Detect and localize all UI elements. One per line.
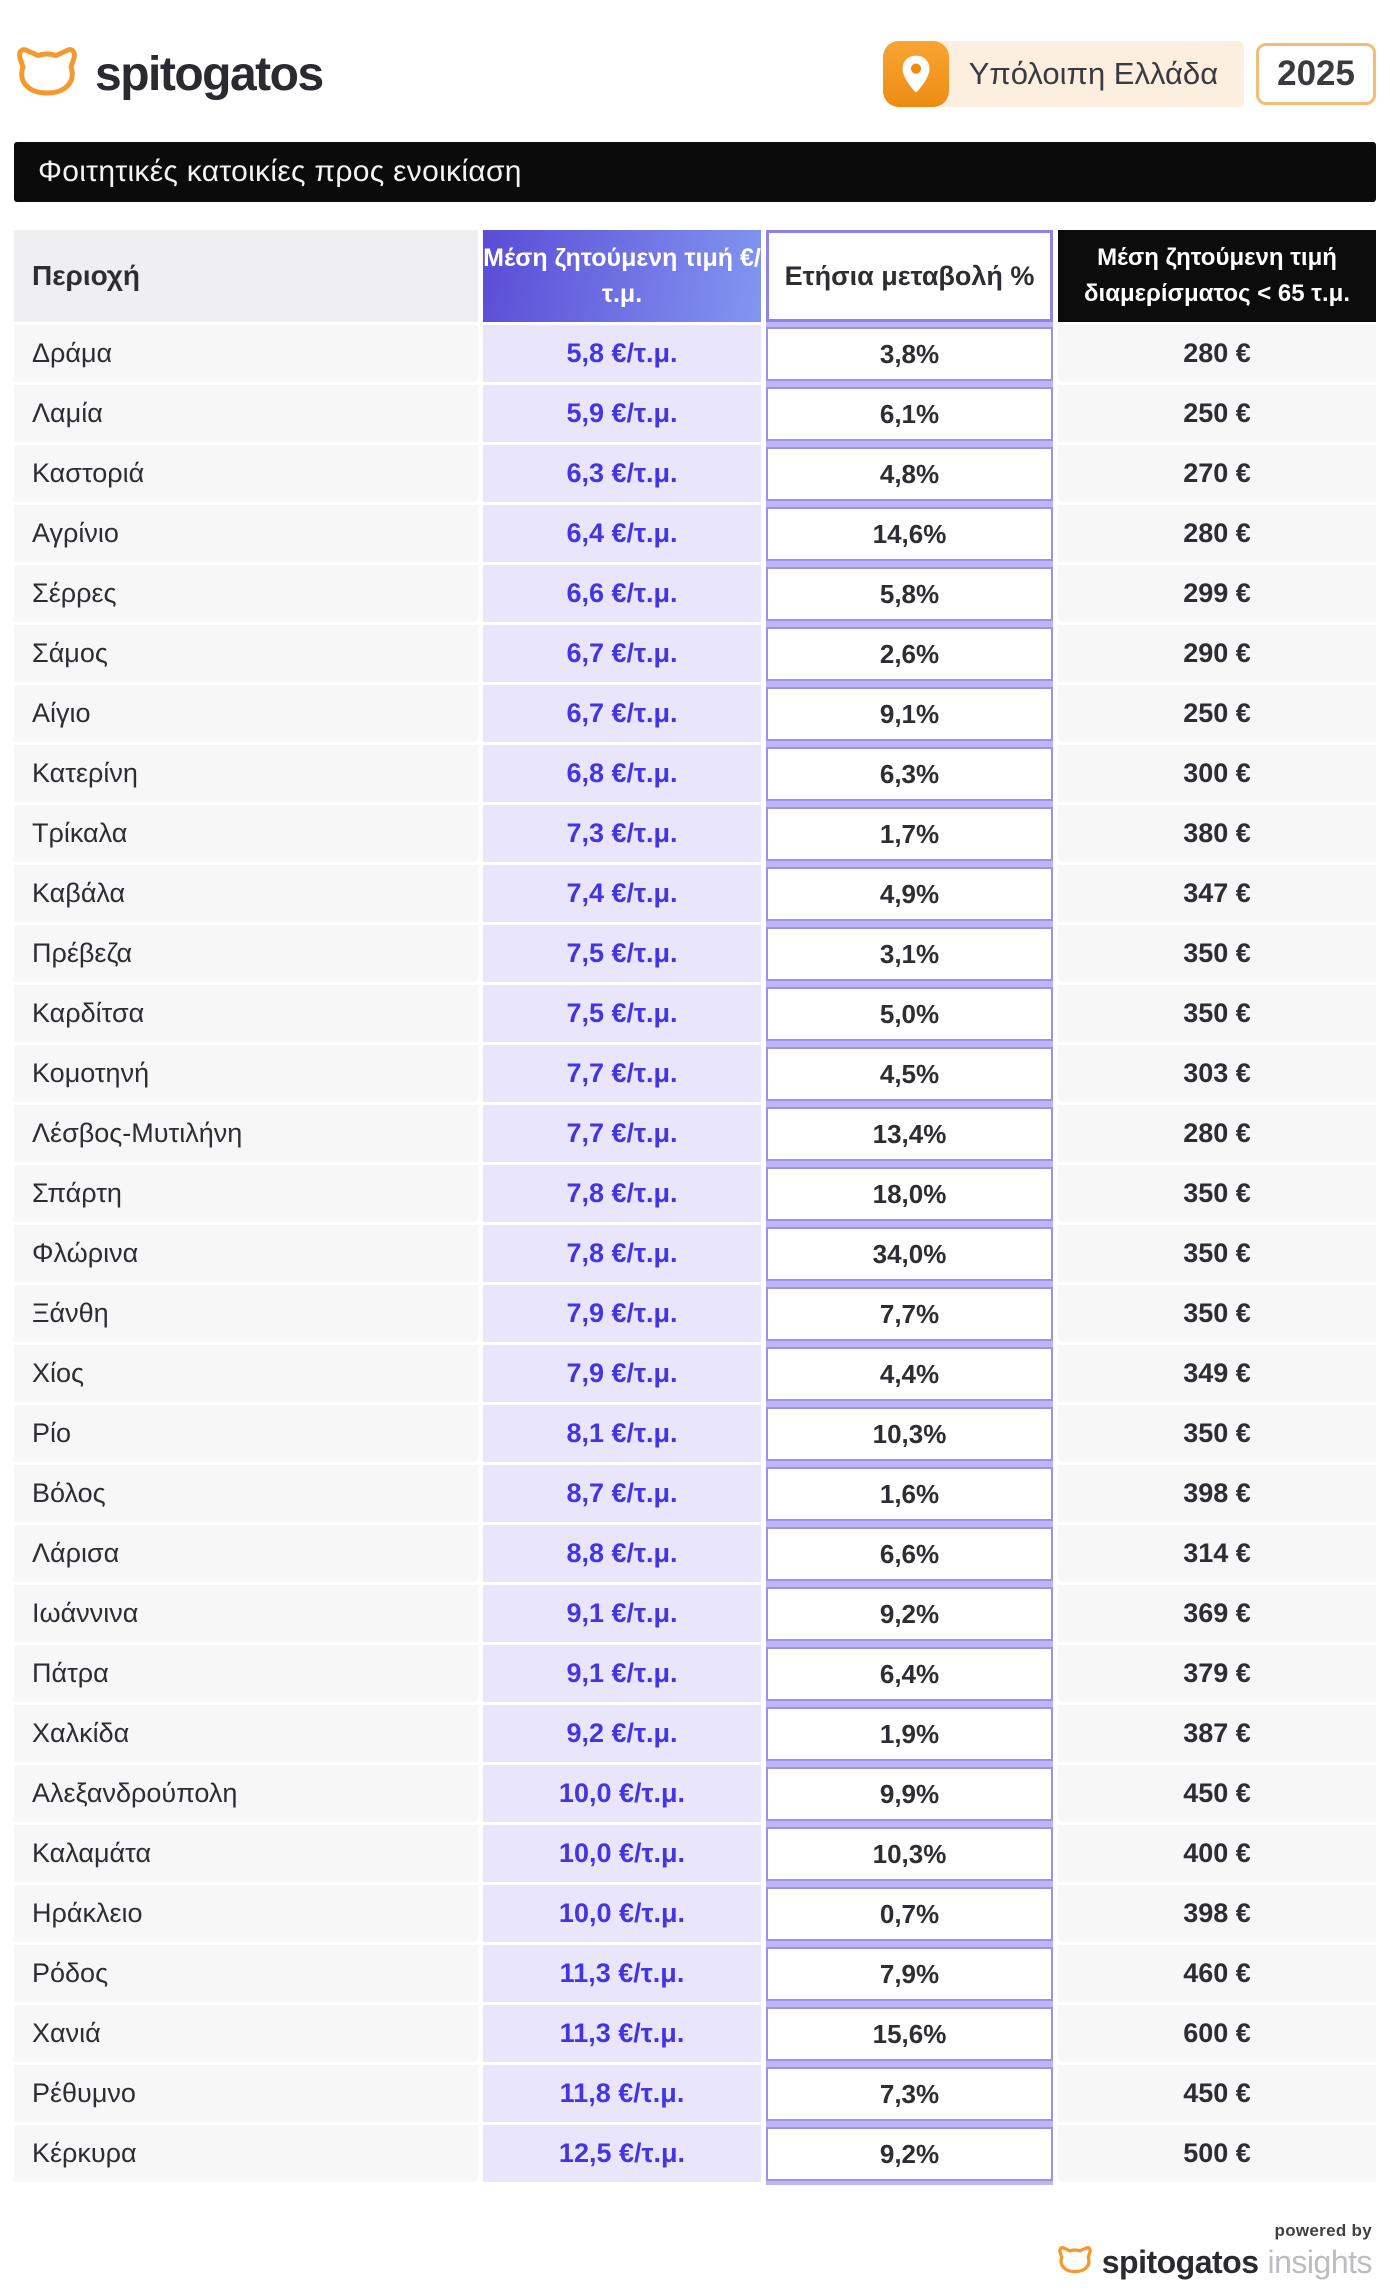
price-per-sqm-cell: 7,4 €/τ.μ.: [483, 865, 761, 925]
annual-change-cell: [766, 1765, 1053, 1825]
price-per-sqm-cell: 5,8 €/τ.μ.: [483, 325, 761, 385]
annual-change-value: 5,0%: [766, 987, 1053, 1041]
annual-change-cell: [766, 745, 1053, 805]
apartment-price-cell: 379 €: [1058, 1645, 1376, 1705]
price-per-sqm-cell: 7,9 €/τ.μ.: [483, 1285, 761, 1345]
annual-change-cell: [766, 505, 1053, 565]
annual-change-cell: [766, 1525, 1053, 1585]
annual-change-cell: [766, 1645, 1053, 1705]
apartment-price-cell: 314 €: [1058, 1525, 1376, 1585]
footer: [1057, 2221, 1372, 2281]
year-badge: 2025: [1256, 43, 1376, 105]
apartment-price-cell: 299 €: [1058, 565, 1376, 625]
annual-change-cell: [766, 805, 1053, 865]
annual-change-cell: [766, 1885, 1053, 1945]
annual-change-value: 6,6%: [766, 1527, 1053, 1581]
annual-change-cell: [766, 1045, 1053, 1105]
annual-change-value: 7,9%: [766, 1947, 1053, 2001]
annual-change-value: 14,6%: [766, 507, 1053, 561]
annual-change-cell: [766, 1225, 1053, 1285]
annual-change-cell: [766, 1285, 1053, 1345]
annual-change-value: 4,9%: [766, 867, 1053, 921]
apartment-price-cell: 398 €: [1058, 1885, 1376, 1945]
column-header-area: Περιοχή: [14, 230, 478, 325]
price-per-sqm-cell: 6,4 €/τ.μ.: [483, 505, 761, 565]
price-per-sqm-cell: 8,8 €/τ.μ.: [483, 1525, 761, 1585]
top-bar: [14, 38, 1376, 110]
annual-change-value: 5,8%: [766, 567, 1053, 621]
price-per-sqm-cell: 9,2 €/τ.μ.: [483, 1705, 761, 1765]
location-group: [883, 41, 1376, 107]
apartment-price-cell: 270 €: [1058, 445, 1376, 505]
apartment-price-cell: 350 €: [1058, 985, 1376, 1045]
column-header-change: Ετήσια μεταβολή %: [766, 230, 1053, 325]
price-per-sqm-cell: 7,9 €/τ.μ.: [483, 1345, 761, 1405]
area-cell: Πάτρα: [14, 1645, 478, 1705]
price-per-sqm-cell: 9,1 €/τ.μ.: [483, 1585, 761, 1645]
annual-change-value: 7,7%: [766, 1287, 1053, 1341]
annual-change-cell: [766, 565, 1053, 625]
price-per-sqm-cell: 10,0 €/τ.μ.: [483, 1765, 761, 1825]
price-per-sqm-cell: 5,9 €/τ.μ.: [483, 385, 761, 445]
annual-change-cell: [766, 1945, 1053, 2005]
annual-change-value: 3,1%: [766, 927, 1053, 981]
apartment-price-cell: 347 €: [1058, 865, 1376, 925]
annual-change-value: 0,7%: [766, 1887, 1053, 1941]
price-per-sqm-cell: 11,8 €/τ.μ.: [483, 2065, 761, 2125]
area-cell: Σέρρες: [14, 565, 478, 625]
annual-change-value: 15,6%: [766, 2007, 1053, 2061]
annual-change-cell: [766, 1825, 1053, 1885]
apartment-price-cell: 303 €: [1058, 1045, 1376, 1105]
annual-change-value: 4,5%: [766, 1047, 1053, 1101]
annual-change-value: 4,8%: [766, 447, 1053, 501]
spitogatos-logo: [14, 43, 323, 106]
price-per-sqm-cell: 11,3 €/τ.μ.: [483, 2005, 761, 2065]
annual-change-value: 10,3%: [766, 1827, 1053, 1881]
annual-change-value: 7,3%: [766, 2067, 1053, 2121]
area-cell: Ρίο: [14, 1405, 478, 1465]
table: [14, 230, 1376, 2185]
annual-change-cell: [766, 325, 1053, 385]
apartment-price-cell: 350 €: [1058, 1405, 1376, 1465]
area-cell: Σπάρτη: [14, 1165, 478, 1225]
area-cell: Τρίκαλα: [14, 805, 478, 865]
apartment-price-cell: 450 €: [1058, 2065, 1376, 2125]
apartment-price-cell: 250 €: [1058, 685, 1376, 745]
page-title: Φοιτητικές κατοικίες προς ενοικίαση: [38, 155, 522, 188]
area-cell: Αλεξανδρούπολη: [14, 1765, 478, 1825]
title-banner: [14, 142, 1376, 202]
annual-change-value: 10,3%: [766, 1407, 1053, 1461]
annual-change-cell: [766, 1105, 1053, 1165]
area-cell: Καστοριά: [14, 445, 478, 505]
price-per-sqm-cell: 6,8 €/τ.μ.: [483, 745, 761, 805]
annual-change-value: 9,2%: [766, 1587, 1053, 1641]
price-per-sqm-cell: 6,7 €/τ.μ.: [483, 685, 761, 745]
footer-cat-icon: [1057, 2244, 1093, 2281]
annual-change-cell: [766, 1405, 1053, 1465]
price-per-sqm-cell: 7,5 €/τ.μ.: [483, 985, 761, 1045]
apartment-price-cell: 350 €: [1058, 925, 1376, 985]
price-per-sqm-cell: 6,3 €/τ.μ.: [483, 445, 761, 505]
price-per-sqm-cell: 8,7 €/τ.μ.: [483, 1465, 761, 1525]
apartment-price-cell: 250 €: [1058, 385, 1376, 445]
annual-change-cell: [766, 1585, 1053, 1645]
apartment-price-cell: 300 €: [1058, 745, 1376, 805]
annual-change-value: 9,2%: [766, 2127, 1053, 2181]
annual-change-value: 34,0%: [766, 1227, 1053, 1281]
area-cell: Δράμα: [14, 325, 478, 385]
footer-brand-name: spitogatos: [1101, 2244, 1259, 2280]
annual-change-value: 9,9%: [766, 1767, 1053, 1821]
area-cell: Ρέθυμνο: [14, 2065, 478, 2125]
area-cell: Αίγιο: [14, 685, 478, 745]
annual-change-value: 1,9%: [766, 1707, 1053, 1761]
area-cell: Χίος: [14, 1345, 478, 1405]
apartment-price-cell: 380 €: [1058, 805, 1376, 865]
annual-change-value: 13,4%: [766, 1107, 1053, 1161]
area-cell: Ιωάννινα: [14, 1585, 478, 1645]
apartment-price-cell: 500 €: [1058, 2125, 1376, 2185]
brand-name: spitogatos: [95, 47, 323, 101]
apartment-price-cell: 369 €: [1058, 1585, 1376, 1645]
apartment-price-cell: 280 €: [1058, 325, 1376, 385]
annual-change-cell: [766, 925, 1053, 985]
area-cell: Βόλος: [14, 1465, 478, 1525]
annual-change-value: 1,6%: [766, 1467, 1053, 1521]
price-per-sqm-cell: 7,3 €/τ.μ.: [483, 805, 761, 865]
column-header-apartment: Μέση ζητούμενη τιμή διαμερίσματος < 65 τ.μ.: [1058, 230, 1376, 325]
area-cell: Πρέβεζα: [14, 925, 478, 985]
price-per-sqm-cell: 8,1 €/τ.μ.: [483, 1405, 761, 1465]
annual-change-cell: [766, 385, 1053, 445]
cat-icon: [14, 43, 80, 106]
price-per-sqm-cell: 7,8 €/τ.μ.: [483, 1225, 761, 1285]
apartment-price-cell: 398 €: [1058, 1465, 1376, 1525]
apartment-price-cell: 400 €: [1058, 1825, 1376, 1885]
annual-change-cell: [766, 625, 1053, 685]
apartment-price-cell: 290 €: [1058, 625, 1376, 685]
apartment-price-cell: 349 €: [1058, 1345, 1376, 1405]
annual-change-cell: [766, 2005, 1053, 2065]
apartment-price-cell: 460 €: [1058, 1945, 1376, 2005]
apartment-price-cell: 450 €: [1058, 1765, 1376, 1825]
price-per-sqm-cell: 7,7 €/τ.μ.: [483, 1045, 761, 1105]
area-cell: Καλαμάτα: [14, 1825, 478, 1885]
annual-change-value: 1,7%: [766, 807, 1053, 861]
apartment-price-cell: 600 €: [1058, 2005, 1376, 2065]
area-cell: Κομοτηνή: [14, 1045, 478, 1105]
price-per-sqm-cell: 6,7 €/τ.μ.: [483, 625, 761, 685]
annual-change-cell: [766, 985, 1053, 1045]
footer-logo: [1057, 2244, 1372, 2281]
annual-change-cell: [766, 1465, 1053, 1525]
apartment-price-cell: 280 €: [1058, 505, 1376, 565]
annual-change-value: 18,0%: [766, 1167, 1053, 1221]
annual-change-cell: [766, 2065, 1053, 2125]
area-cell: Λαμία: [14, 385, 478, 445]
powered-by-label: powered by: [1274, 2221, 1372, 2240]
footer-brand-suffix: insights: [1267, 2244, 1372, 2280]
annual-change-cell: [766, 1705, 1053, 1765]
annual-change-value: 9,1%: [766, 687, 1053, 741]
price-per-sqm-cell: 6,6 €/τ.μ.: [483, 565, 761, 625]
area-cell: Χαλκίδα: [14, 1705, 478, 1765]
location-label: Υπόλοιπη Ελλάδα: [968, 56, 1219, 91]
area-cell: Λέσβος-Μυτιλήνη: [14, 1105, 478, 1165]
area-cell: Κατερίνη: [14, 745, 478, 805]
annual-change-cell: [766, 685, 1053, 745]
location-pin-icon: [883, 41, 949, 107]
area-cell: Φλώρινα: [14, 1225, 478, 1285]
column-header-price: Μέση ζητούμενη τιμή €/τ.μ.: [483, 230, 761, 325]
price-per-sqm-cell: 9,1 €/τ.μ.: [483, 1645, 761, 1705]
annual-change-value: 6,3%: [766, 747, 1053, 801]
price-per-sqm-cell: 7,7 €/τ.μ.: [483, 1105, 761, 1165]
annual-change-cell: [766, 445, 1053, 505]
annual-change-value: 2,6%: [766, 627, 1053, 681]
area-cell: Καρδίτσα: [14, 985, 478, 1045]
annual-change-cell: [766, 865, 1053, 925]
area-cell: Χανιά: [14, 2005, 478, 2065]
price-per-sqm-cell: 10,0 €/τ.μ.: [483, 1825, 761, 1885]
area-cell: Ρόδος: [14, 1945, 478, 2005]
price-per-sqm-cell: 7,8 €/τ.μ.: [483, 1165, 761, 1225]
area-cell: Σάμος: [14, 625, 478, 685]
apartment-price-cell: 387 €: [1058, 1705, 1376, 1765]
area-cell: Κέρκυρα: [14, 2125, 478, 2185]
annual-change-value: 4,4%: [766, 1347, 1053, 1401]
location-chip: [883, 41, 1244, 107]
apartment-price-cell: 350 €: [1058, 1225, 1376, 1285]
area-cell: Λάρισα: [14, 1525, 478, 1585]
annual-change-value: 3,8%: [766, 327, 1053, 381]
apartment-price-cell: 280 €: [1058, 1105, 1376, 1165]
area-cell: Καβάλα: [14, 865, 478, 925]
annual-change-cell: [766, 1345, 1053, 1405]
price-per-sqm-cell: 11,3 €/τ.μ.: [483, 1945, 761, 2005]
annual-change-value: 6,1%: [766, 387, 1053, 441]
area-cell: Ηράκλειο: [14, 1885, 478, 1945]
apartment-price-cell: 350 €: [1058, 1165, 1376, 1225]
price-per-sqm-cell: 10,0 €/τ.μ.: [483, 1885, 761, 1945]
price-per-sqm-cell: 12,5 €/τ.μ.: [483, 2125, 761, 2185]
annual-change-cell: [766, 2125, 1053, 2185]
area-cell: Ξάνθη: [14, 1285, 478, 1345]
annual-change-value: 6,4%: [766, 1647, 1053, 1701]
area-cell: Αγρίνιο: [14, 505, 478, 565]
annual-change-cell: [766, 1165, 1053, 1225]
price-per-sqm-cell: 7,5 €/τ.μ.: [483, 925, 761, 985]
apartment-price-cell: 350 €: [1058, 1285, 1376, 1345]
